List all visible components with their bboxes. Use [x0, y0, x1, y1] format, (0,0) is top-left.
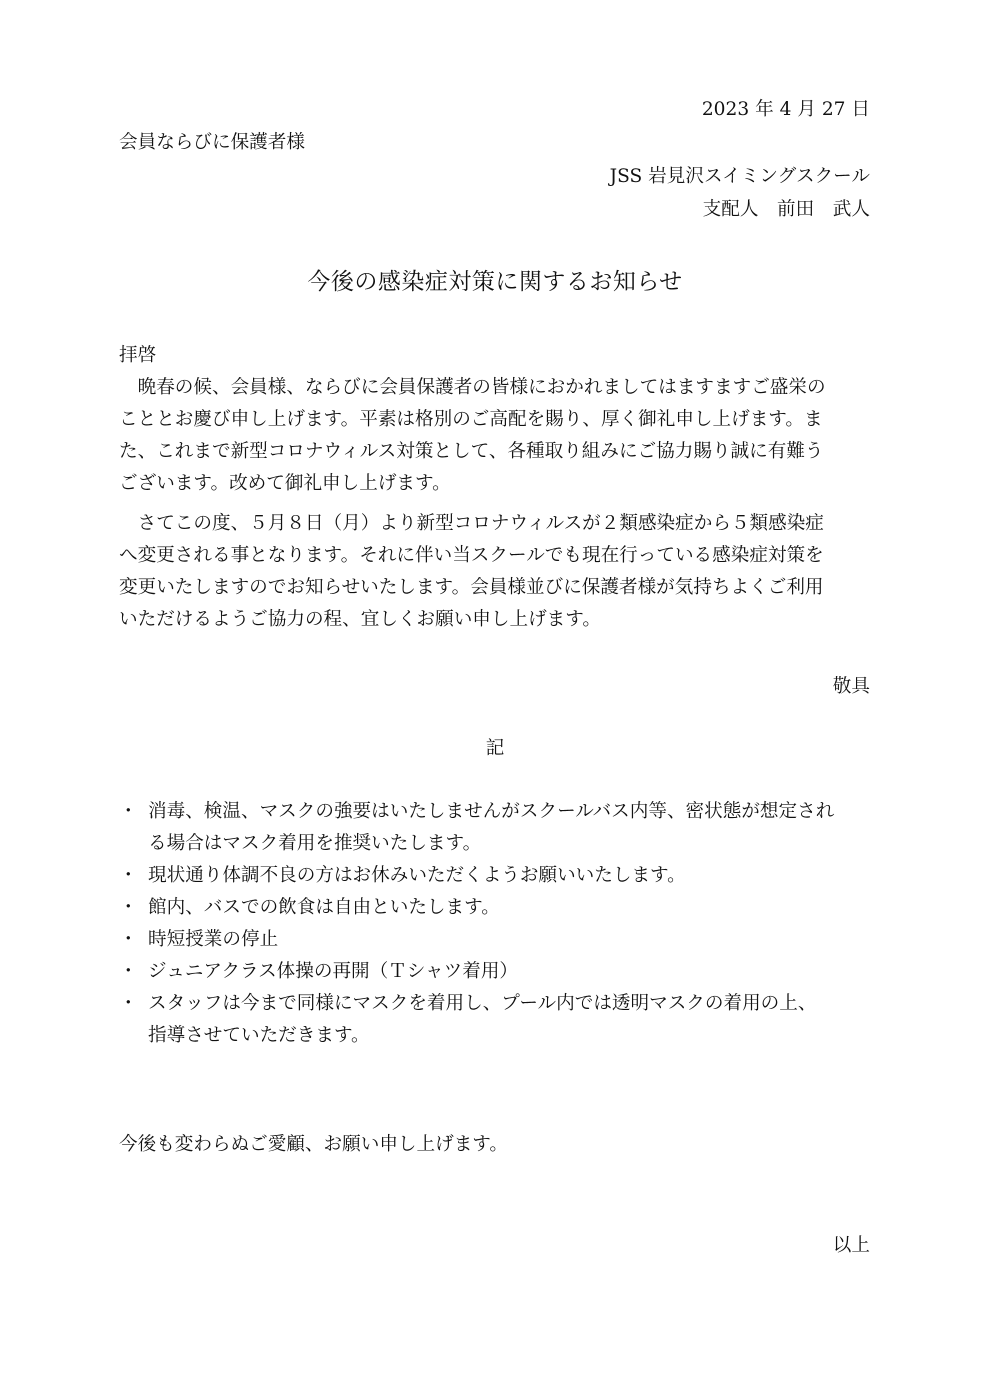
list-item-line: 館内、バスでの飲食は自由といたします。: [148, 897, 500, 918]
bullet-marker: ・: [119, 929, 138, 950]
list-item-line: スタッフは今まで同様にマスクを着用し、プール内では透明マスクの着用の上、: [148, 993, 817, 1014]
bullet-marker: ・: [119, 961, 138, 982]
list-item-line: ジュニアクラス体操の再開（Ｔシャツ着用）: [148, 961, 519, 982]
list-item-line: 現状通り体調不良の方はお休みいただくようお願いいたします。: [148, 865, 686, 886]
recipient: 会員ならびに保護者様: [119, 132, 305, 153]
list-item: [119, 860, 879, 892]
paragraph-line: へ変更される事となります。それに伴い当スクールでも現在行っている感染症対策を: [119, 545, 824, 566]
measures-list: [119, 796, 879, 1052]
paragraph-line: 変更いたしますのでお知らせいたします。会員様並びに保護者様が気持ちよくご利用: [119, 577, 824, 598]
list-item-line: 消毒、検温、マスクの強要はいたしませんがスクールバス内等、密状態が想定され: [148, 801, 835, 822]
paragraph-line: 晩春の候、会員様、ならびに会員保護者の皆様におかれましてはますますご盛栄の: [119, 377, 826, 398]
list-item: [119, 924, 879, 956]
bullet-marker: ・: [119, 897, 138, 918]
paragraph-line: ございます。改めて御礼申し上げます。: [119, 473, 451, 494]
document-title: 今後の感染症対策に関するお知らせ: [307, 269, 683, 295]
list-item-line: 時短授業の停止: [148, 929, 279, 950]
list-item-line: 指導させていただきます。: [148, 1025, 370, 1046]
ijou-end-mark: 以上: [832, 1235, 870, 1256]
list-item: [119, 956, 879, 988]
paragraph-line: さてこの度、５月８日（月）より新型コロナウィルスが２類感染症から５類感染症: [119, 513, 824, 534]
closing-line: 今後も変わらぬご愛顧、お願い申し上げます。: [119, 1134, 508, 1155]
sender-organization: JSS 岩見沢スイミングスクール: [609, 166, 870, 187]
bullet-marker: ・: [119, 865, 138, 886]
bullet-marker: ・: [119, 993, 138, 1014]
salutation-open: 拝啓: [119, 345, 157, 366]
paragraph-announcement: [119, 508, 874, 636]
paragraph-line: いただけるようご協力の程、宜しくお願い申し上げます。: [119, 609, 601, 630]
paragraph-line: た、これまで新型コロナウィルス対策として、各種取り組みにご協力賜り誠に有難う: [119, 441, 824, 462]
paragraph-line: こととお慶び申し上げます。平素は格別のご高配を賜り、厚く御礼申し上げます。ま: [119, 409, 823, 430]
list-item: [119, 796, 879, 860]
ki-heading: 記: [485, 738, 505, 759]
sender-person: 支配人 前田 武人: [702, 199, 870, 220]
paragraph-greeting: [119, 372, 874, 500]
document-date: 2023 年 4 月 27 日: [701, 99, 870, 120]
salutation-close: 敬具: [832, 676, 870, 697]
list-item-line: る場合はマスク着用を推奨いたします。: [148, 833, 482, 854]
list-item: [119, 892, 879, 924]
list-item: [119, 988, 879, 1052]
bullet-marker: ・: [119, 801, 138, 822]
